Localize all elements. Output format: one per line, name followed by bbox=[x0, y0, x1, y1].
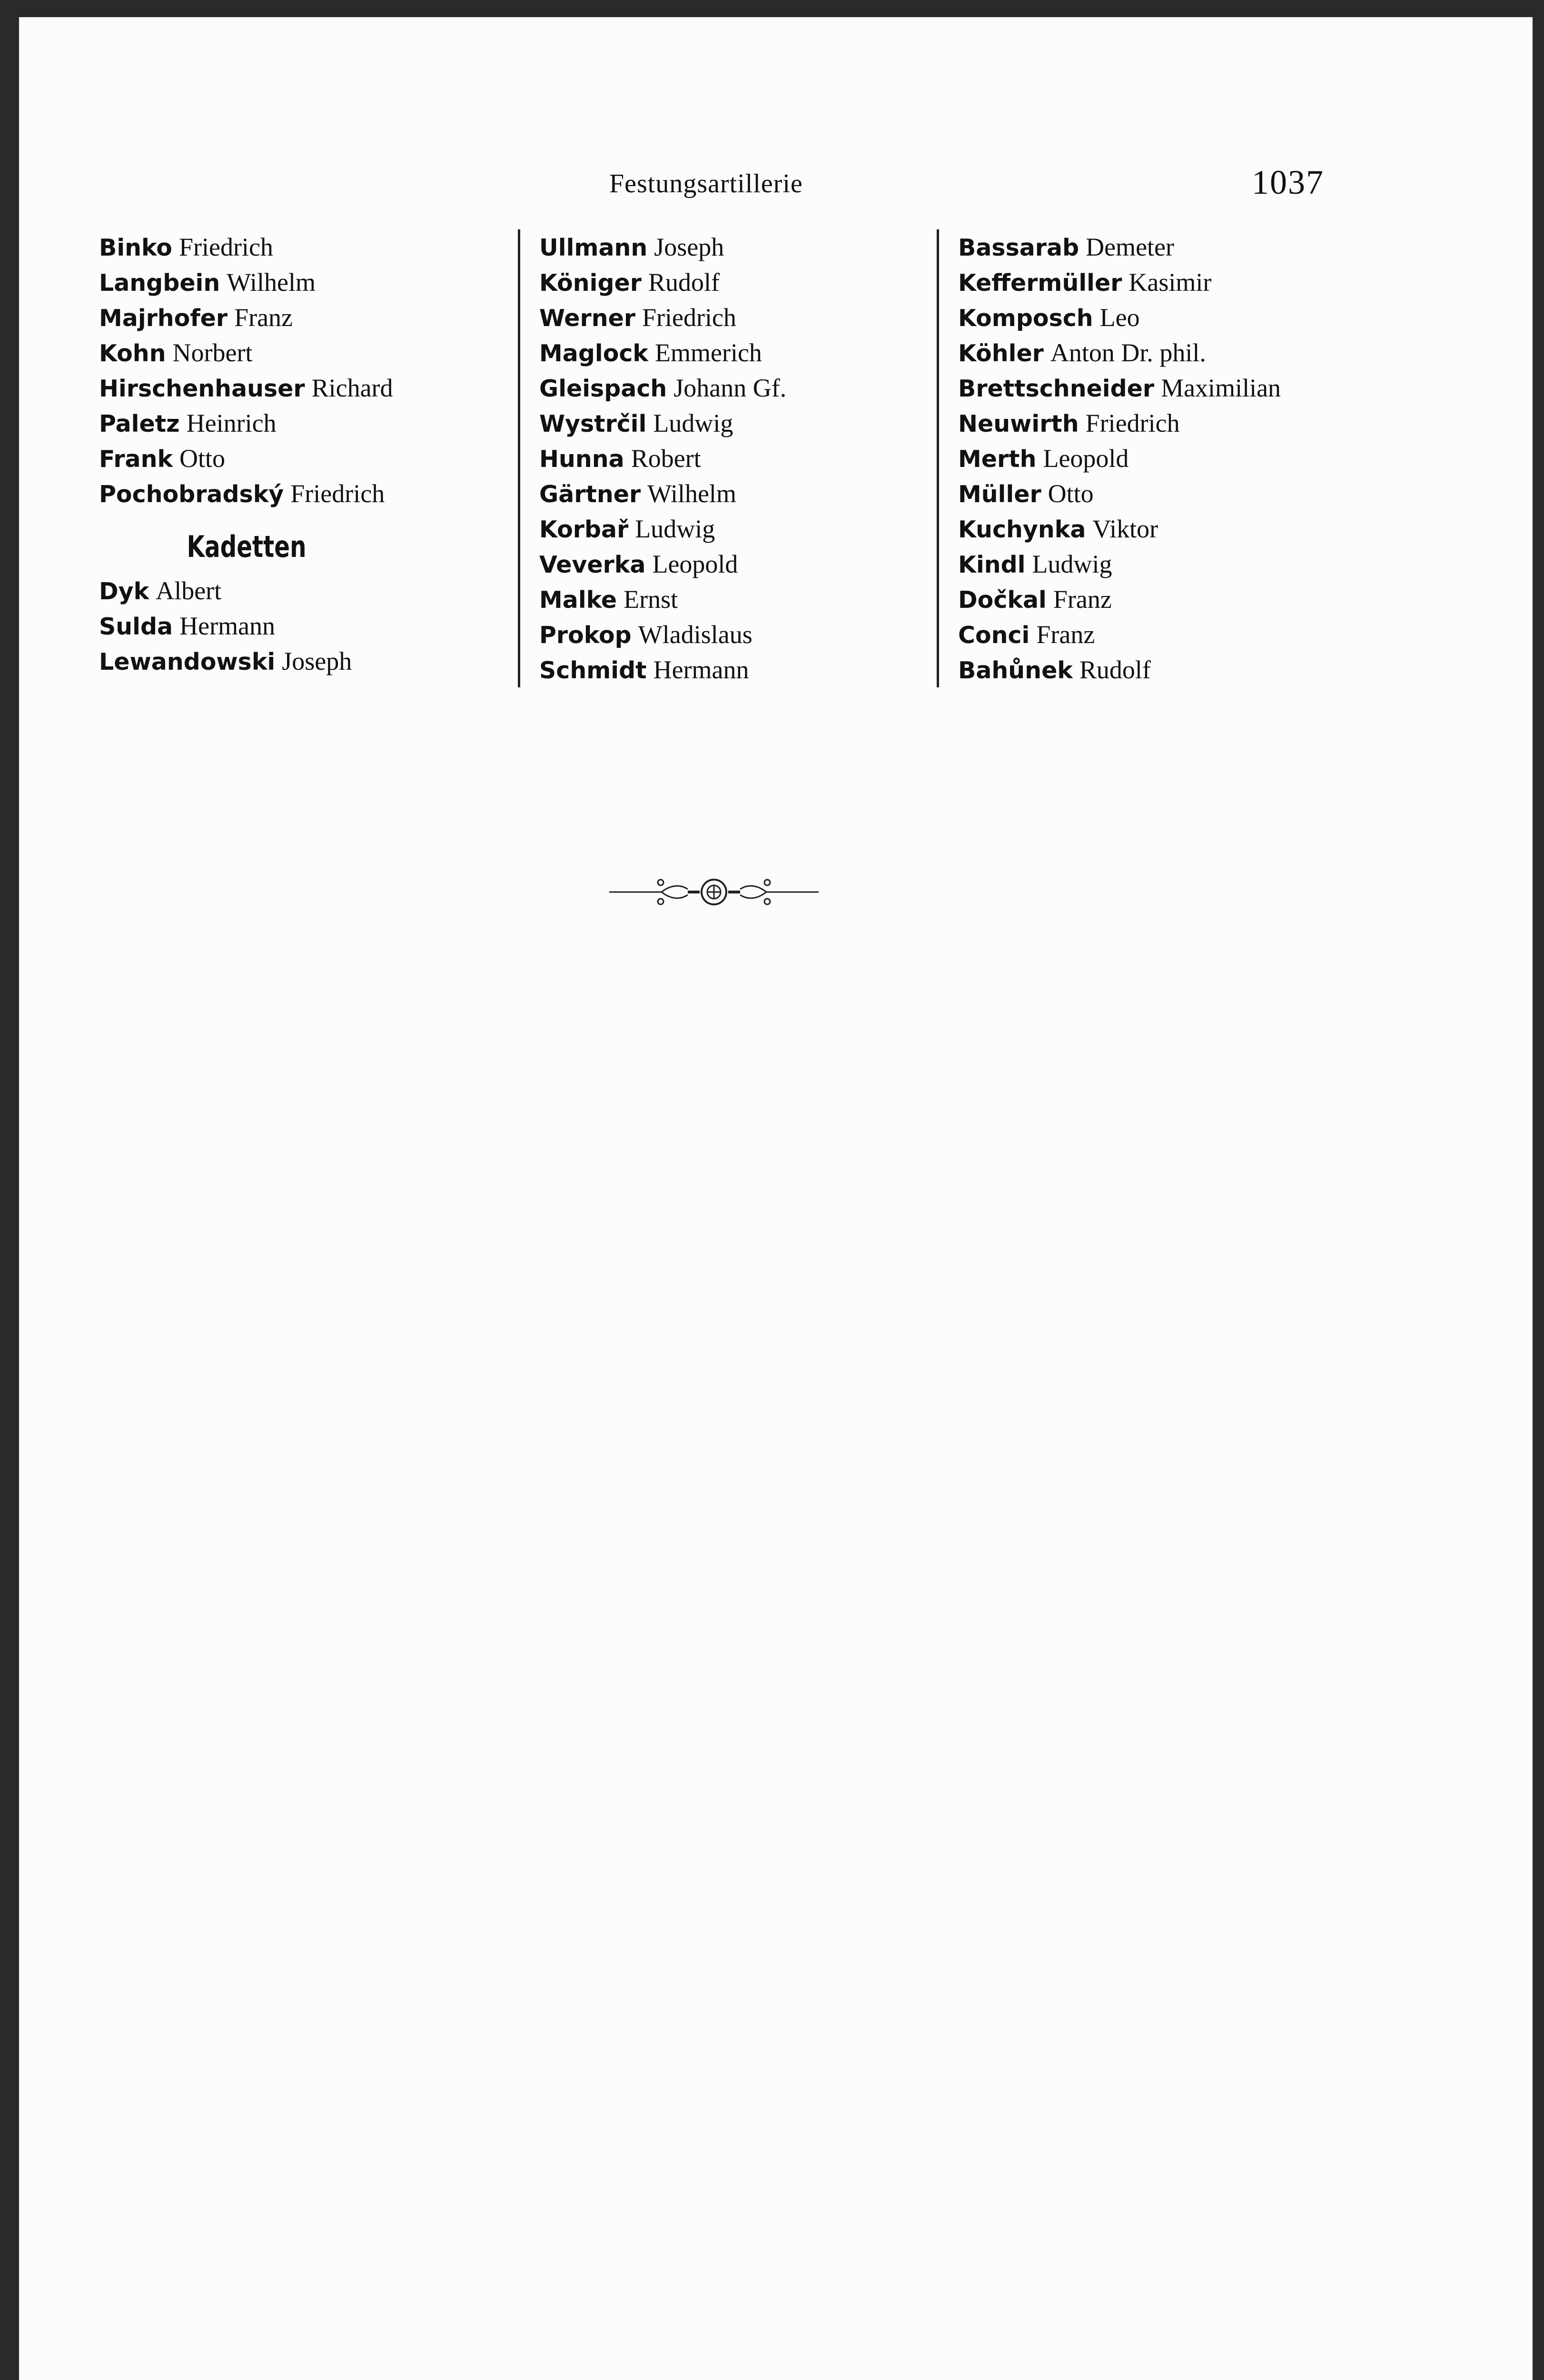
list-item bbox=[958, 546, 1348, 582]
surname: Prokop bbox=[539, 622, 632, 649]
document-page bbox=[19, 17, 1533, 2380]
list-item bbox=[99, 300, 489, 335]
surname: Ullmann bbox=[539, 234, 648, 261]
given-name: Kasimir bbox=[1128, 268, 1212, 297]
given-name: Rudolf bbox=[1079, 655, 1151, 684]
surname: Frank bbox=[99, 446, 173, 473]
list-item bbox=[958, 617, 1348, 652]
list-item bbox=[99, 370, 489, 406]
surname: Hirschenhauser bbox=[99, 375, 305, 402]
surname: Majrhofer bbox=[99, 305, 228, 332]
list-item bbox=[99, 644, 489, 679]
list-item bbox=[539, 370, 930, 406]
list-item bbox=[958, 265, 1348, 300]
list-item bbox=[539, 546, 930, 582]
surname: Merth bbox=[958, 446, 1037, 473]
list-item bbox=[958, 406, 1348, 441]
list-item bbox=[958, 511, 1348, 546]
list-item bbox=[99, 476, 489, 511]
given-name: Emmerich bbox=[655, 338, 762, 367]
given-name: Joseph bbox=[654, 233, 724, 261]
surname: Müller bbox=[958, 481, 1041, 508]
given-name: Friedrich bbox=[1085, 409, 1180, 437]
surname: Binko bbox=[99, 234, 172, 261]
list-item bbox=[958, 335, 1348, 370]
decorative-divider-icon bbox=[609, 873, 819, 911]
surname: Köhler bbox=[958, 340, 1044, 367]
given-name: Leopold bbox=[652, 550, 738, 578]
surname: Lewandowski bbox=[99, 648, 276, 675]
given-name: Robert bbox=[631, 444, 701, 473]
surname: Gleispach bbox=[539, 375, 667, 402]
list-item bbox=[99, 608, 489, 644]
surname: Sulda bbox=[99, 613, 173, 640]
surname: Korbař bbox=[539, 516, 629, 543]
surname: Malke bbox=[539, 586, 617, 614]
given-name: Viktor bbox=[1092, 515, 1158, 543]
list-item bbox=[539, 265, 930, 300]
given-name: Ernst bbox=[624, 585, 678, 614]
surname: Bahůnek bbox=[958, 657, 1073, 684]
surname: Kuchynka bbox=[958, 516, 1086, 543]
section-heading-kadetten: Kadetten bbox=[187, 529, 307, 564]
list-item bbox=[539, 582, 930, 617]
list-item bbox=[539, 441, 930, 476]
surname: Werner bbox=[539, 305, 635, 332]
name-column-1 bbox=[99, 229, 489, 679]
given-name: Otto bbox=[179, 444, 226, 473]
given-name: Anton Dr. phil. bbox=[1050, 338, 1206, 367]
surname: Veverka bbox=[539, 551, 646, 578]
list-item bbox=[99, 335, 489, 370]
surname: Langbein bbox=[99, 269, 220, 297]
given-name: Friedrich bbox=[290, 479, 385, 508]
surname: Schmidt bbox=[539, 657, 647, 684]
surname: Pochobradský bbox=[99, 481, 284, 508]
page-number: 1037 bbox=[1252, 163, 1324, 201]
list-item bbox=[958, 582, 1348, 617]
list-item bbox=[539, 229, 930, 265]
given-name: Franz bbox=[234, 303, 293, 332]
given-name: Franz bbox=[1053, 585, 1112, 614]
given-name: Hermann bbox=[179, 612, 276, 640]
list-item bbox=[539, 476, 930, 511]
given-name: Norbert bbox=[172, 338, 253, 367]
given-name: Otto bbox=[1048, 479, 1094, 508]
given-name: Demeter bbox=[1086, 233, 1175, 261]
list-item bbox=[958, 652, 1348, 687]
list-item bbox=[99, 229, 489, 265]
surname: Maglock bbox=[539, 340, 648, 367]
given-name: Ludwig bbox=[1032, 550, 1112, 578]
surname: Hunna bbox=[539, 446, 624, 473]
given-name: Wladislaus bbox=[638, 620, 752, 649]
given-name: Hermann bbox=[653, 655, 749, 684]
list-item bbox=[99, 406, 489, 441]
surname: Dyk bbox=[99, 578, 149, 605]
surname: Kindl bbox=[958, 551, 1026, 578]
surname: Conci bbox=[958, 622, 1030, 649]
given-name: Friedrich bbox=[178, 233, 273, 261]
given-name: Richard bbox=[311, 374, 393, 402]
given-name: Maximilian bbox=[1161, 374, 1281, 402]
given-name: Leo bbox=[1099, 303, 1140, 332]
surname: Komposch bbox=[958, 305, 1093, 332]
given-name: Johann Gf. bbox=[673, 374, 787, 402]
surname: Kohn bbox=[99, 340, 166, 367]
surname: Neuwirth bbox=[958, 410, 1079, 437]
surname: Bassarab bbox=[958, 234, 1079, 261]
given-name: Wilhelm bbox=[227, 268, 316, 297]
list-item bbox=[958, 370, 1348, 406]
surname: Brettschneider bbox=[958, 375, 1155, 402]
given-name: Ludwig bbox=[653, 409, 733, 437]
list-item bbox=[539, 617, 930, 652]
list-item bbox=[958, 476, 1348, 511]
given-name: Joseph bbox=[282, 647, 352, 675]
list-item bbox=[539, 406, 930, 441]
list-item bbox=[539, 511, 930, 546]
given-name: Albert bbox=[156, 576, 222, 605]
given-name: Rudolf bbox=[648, 268, 720, 297]
list-item bbox=[958, 300, 1348, 335]
surname: Keffermüller bbox=[958, 269, 1122, 297]
surname: Dočkal bbox=[958, 586, 1047, 614]
name-column-2 bbox=[518, 229, 930, 687]
list-item bbox=[539, 335, 930, 370]
list-item bbox=[99, 265, 489, 300]
given-name: Heinrich bbox=[186, 409, 277, 437]
surname: Wystrčil bbox=[539, 410, 647, 437]
list-item bbox=[539, 652, 930, 687]
given-name: Ludwig bbox=[635, 515, 715, 543]
given-name: Franz bbox=[1036, 620, 1095, 649]
list-item bbox=[99, 573, 489, 608]
surname: Gärtner bbox=[539, 481, 641, 508]
surname: Königer bbox=[539, 269, 642, 297]
given-name: Friedrich bbox=[642, 303, 736, 332]
given-name: Leopold bbox=[1043, 444, 1129, 473]
list-item bbox=[958, 229, 1348, 265]
given-name: Wilhelm bbox=[647, 479, 736, 508]
running-header-title: Festungsartillerie bbox=[609, 169, 803, 198]
surname: Paletz bbox=[99, 410, 180, 437]
list-item bbox=[958, 441, 1348, 476]
list-item bbox=[99, 441, 489, 476]
list-item bbox=[539, 300, 930, 335]
name-column-3 bbox=[937, 229, 1348, 687]
